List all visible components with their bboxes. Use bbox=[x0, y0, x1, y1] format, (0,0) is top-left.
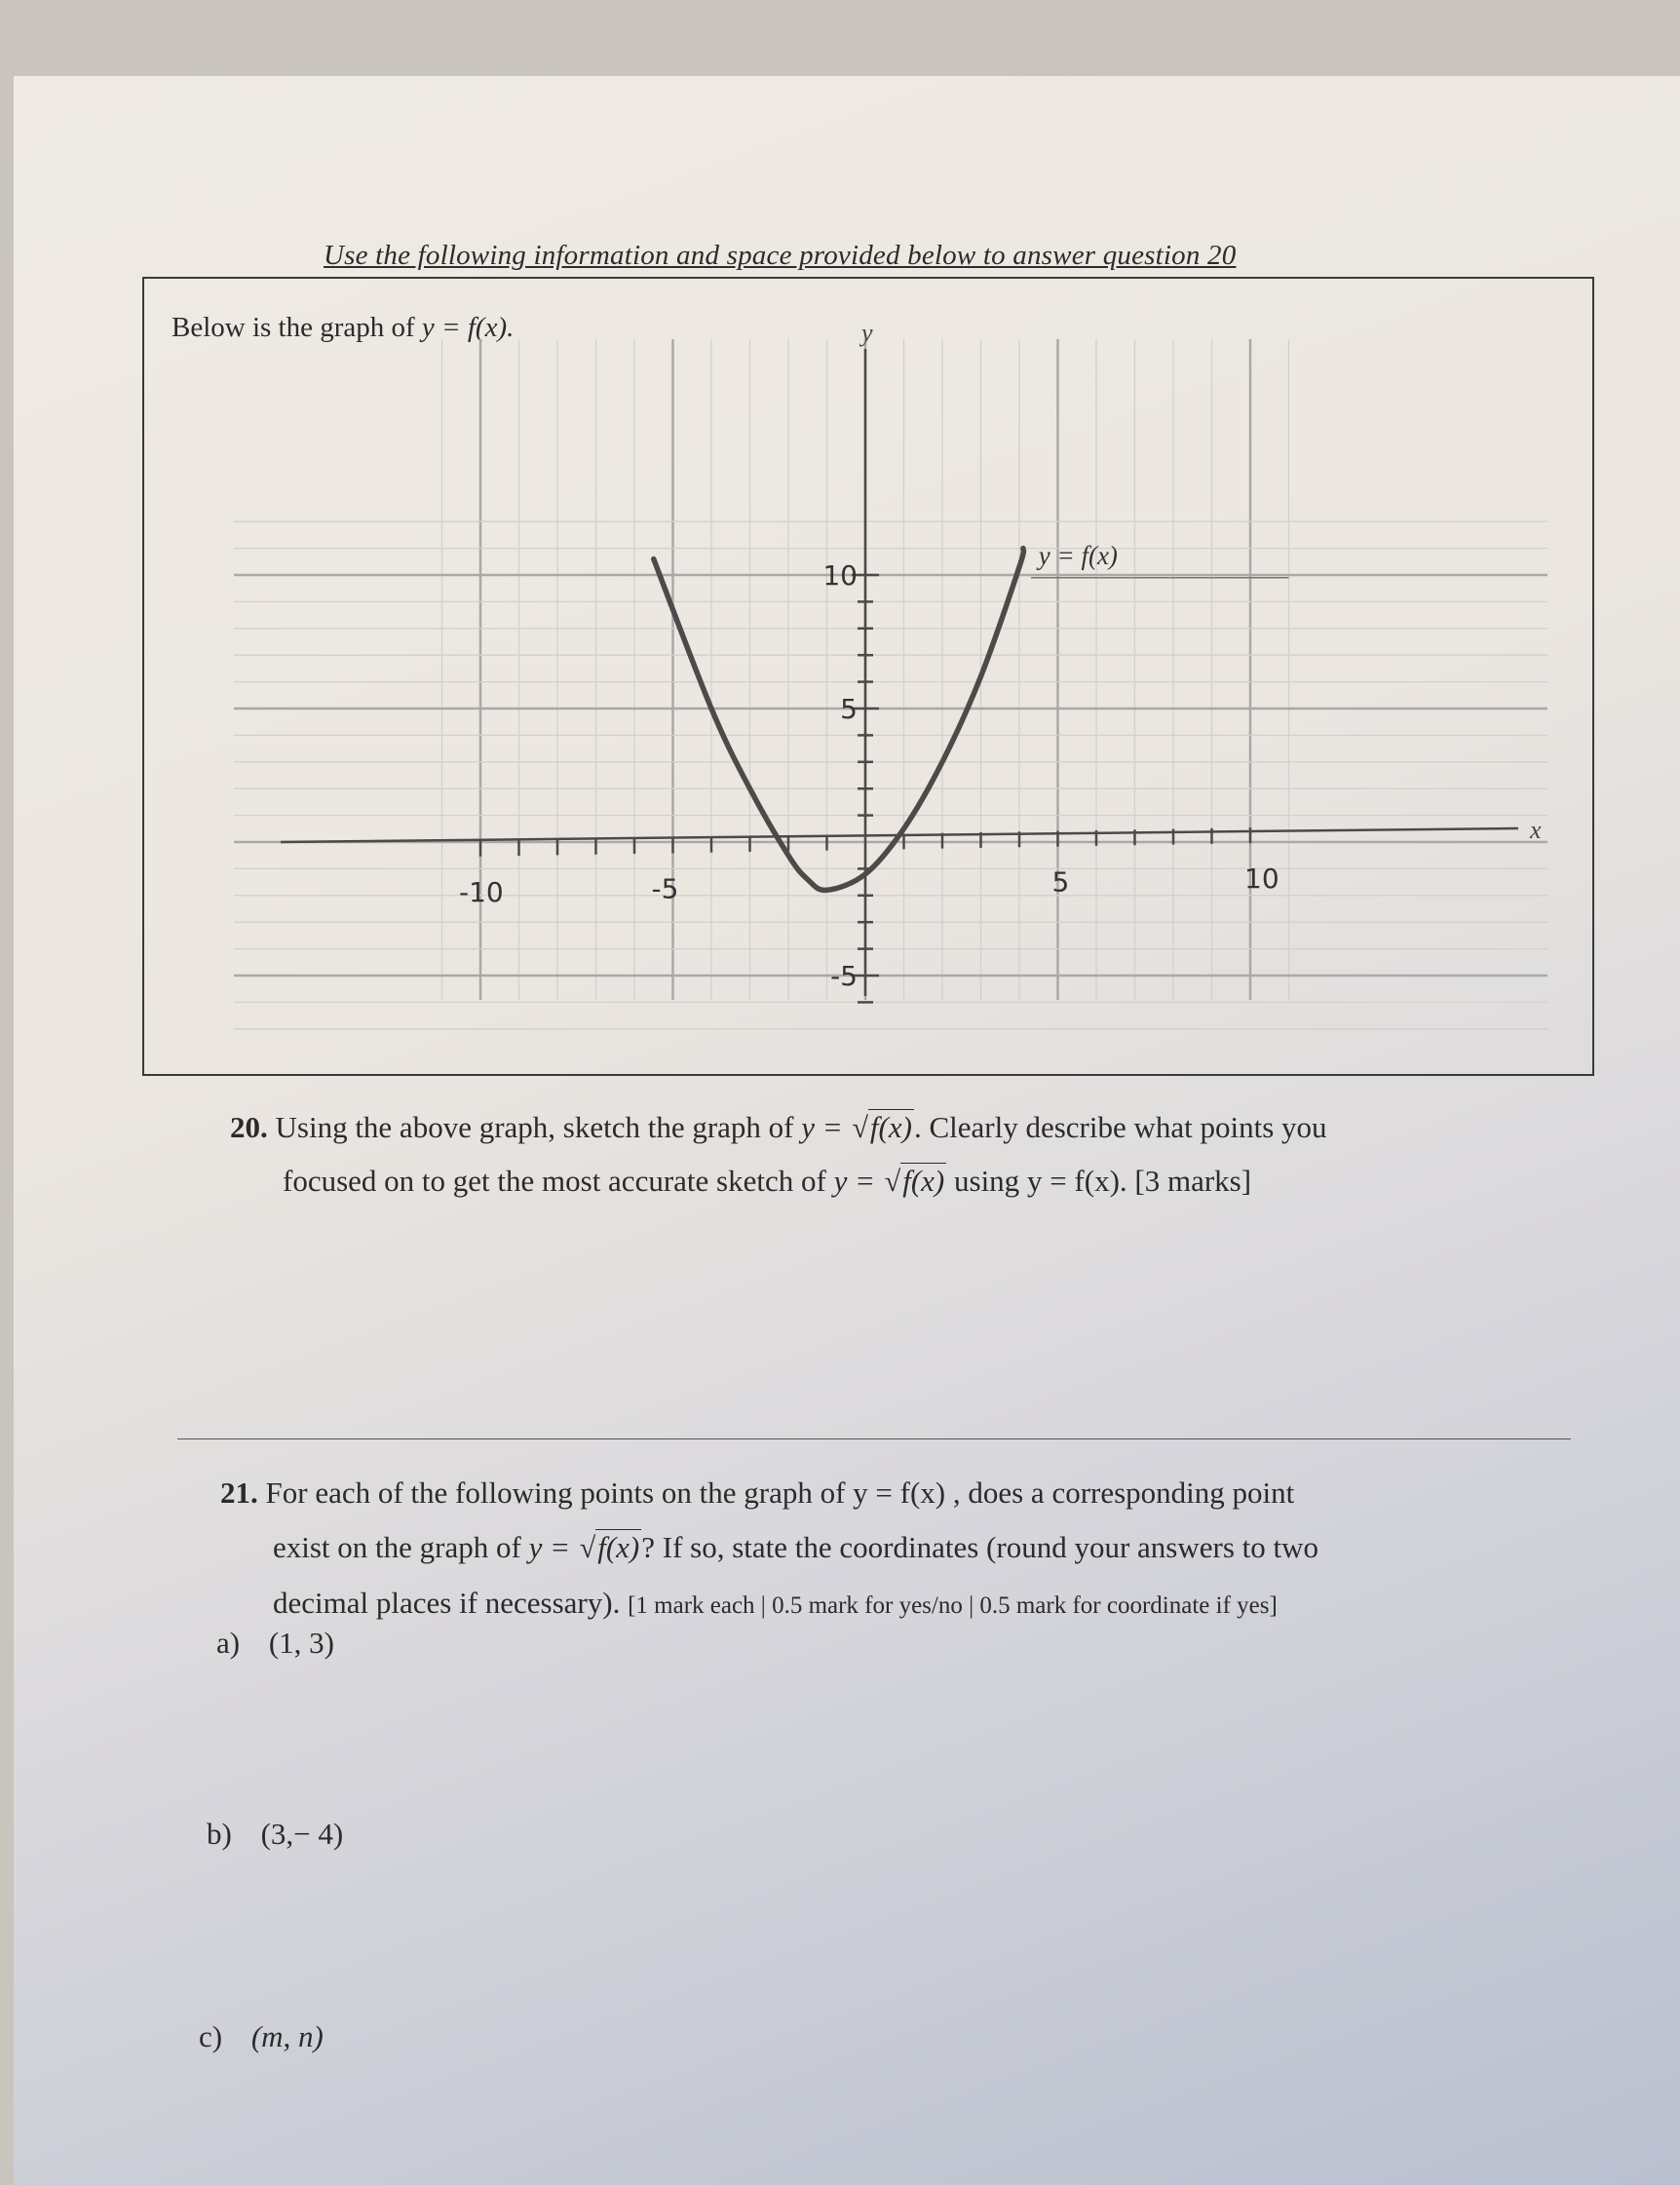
x-tick-label: -5 bbox=[651, 872, 679, 905]
q20-text-a: Using the above graph, sketch the graph of bbox=[275, 1110, 794, 1144]
y-axis-label: y bbox=[861, 319, 873, 347]
part-a-label: a) bbox=[216, 1626, 241, 1660]
graph-grid bbox=[234, 339, 1547, 1029]
question-20 bbox=[230, 1101, 1575, 1208]
x-tick-label: 5 bbox=[1051, 865, 1070, 899]
q21-text-a: For each of the following points on the graph of y = f(x) , does a corresponding point bbox=[265, 1476, 1295, 1510]
q20-radicand-1: f(x) bbox=[869, 1110, 912, 1144]
q20-line-2 bbox=[230, 1155, 1575, 1208]
q20-eq-1: y = bbox=[801, 1110, 843, 1144]
sqrt-symbol-3: √f(x) bbox=[579, 1530, 640, 1564]
parabola-curve bbox=[654, 549, 1024, 891]
part-b bbox=[207, 1817, 343, 1852]
part-a-point: (1, 3) bbox=[268, 1626, 334, 1660]
q20-line-1 bbox=[230, 1101, 1575, 1155]
graph-curve-layer bbox=[654, 549, 1024, 891]
section-divider bbox=[177, 1438, 1571, 1439]
q20-text-c: focused on to get the most accurate sketch of bbox=[283, 1164, 826, 1198]
graph-label-equation: y = f(x). bbox=[421, 312, 515, 343]
q20-number: 20. bbox=[230, 1110, 268, 1144]
part-b-point: (3,− 4) bbox=[260, 1817, 344, 1851]
q21-marks-note: [1 mark each | 0.5 mark for yes/no | 0.5 mark for coordinate if yes] bbox=[628, 1592, 1278, 1619]
x-tick-label: 10 bbox=[1244, 862, 1279, 895]
y-tick-label: 10 bbox=[822, 559, 858, 592]
instruction-text: Use the following information and space provided below to answer question 20 bbox=[324, 240, 1237, 271]
q21-text-c: ? If so, state the coordinates (round your answers to two bbox=[641, 1530, 1318, 1564]
part-c-label: c) bbox=[199, 2019, 223, 2053]
part-a bbox=[216, 1626, 334, 1661]
worksheet-page bbox=[14, 76, 1680, 2185]
q20-text-b: . Clearly describe what points you bbox=[913, 1110, 1327, 1144]
y-tick-label: -5 bbox=[830, 960, 858, 992]
graph-label-prefix: Below is the graph of bbox=[172, 312, 415, 343]
q20-text-e: y = f(x). [3 marks] bbox=[1026, 1164, 1252, 1198]
x-axis-label: x bbox=[1530, 816, 1542, 844]
q21-radicand: f(x) bbox=[597, 1530, 640, 1564]
q21-eq: y = bbox=[528, 1530, 571, 1564]
q21-line-2 bbox=[220, 1520, 1604, 1576]
y-tick-label: 5 bbox=[840, 693, 858, 725]
sqrt-symbol-1: √f(x) bbox=[852, 1110, 912, 1144]
part-b-label: b) bbox=[207, 1817, 232, 1851]
q20-eq-2: y = bbox=[833, 1164, 875, 1198]
x-tick-label: -10 bbox=[459, 876, 504, 908]
part-c-point: (m, n) bbox=[250, 2019, 324, 2053]
q20-radicand-2: f(x) bbox=[902, 1164, 945, 1198]
q21-text-d: decimal places if necessary). bbox=[273, 1586, 621, 1620]
sqrt-symbol-2: √f(x) bbox=[884, 1164, 945, 1198]
q21-text-b: exist on the graph of bbox=[273, 1530, 521, 1564]
question-21 bbox=[220, 1466, 1604, 1633]
curve-label: y = f(x) bbox=[1038, 541, 1118, 571]
q21-line-1 bbox=[220, 1466, 1604, 1520]
q20-text-d: using bbox=[954, 1164, 1020, 1198]
q21-number: 21. bbox=[220, 1476, 258, 1510]
graph-info-box bbox=[142, 277, 1594, 1076]
function-graph bbox=[144, 279, 1596, 1078]
q21-line-3 bbox=[220, 1576, 1604, 1633]
part-c bbox=[199, 2019, 324, 2054]
